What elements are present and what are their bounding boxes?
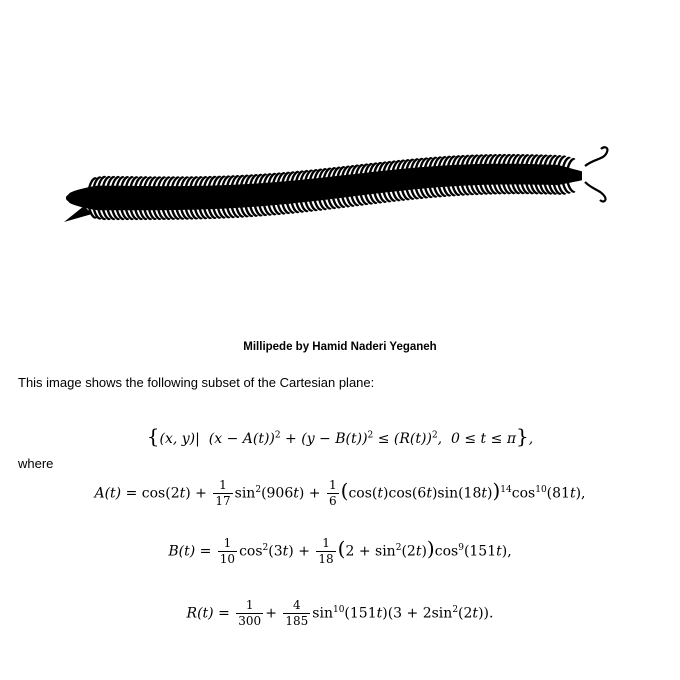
equation-a: A(t) = cos(2t) + $\frac{1}{17}$ $\sin^2(906t)$ + $\frac{1}{6}$ $(\cos(t)\cos(6t)\sin(18t))^{14}\cos^{10}(81t)$,: [94, 478, 586, 508]
intro-text: This image shows the following subset of the Cartesian plane:: [18, 375, 375, 390]
set-definition-equation: {(x, y)| $(x - A(t))^2 + (y - B(t))^2 \le (R(t))^2$, 0 ≤ t ≤ π},: [146, 424, 534, 448]
equation-r: R(t) = $\frac{1}{300}$ + $\frac{4}{185}$ $\sin^{10}(151t)(3 + 2\sin^2(2t))$.: [186, 598, 494, 628]
millipede-antenna-upper: [585, 147, 607, 166]
equation-b: B(t) = $\frac{1}{10}$ $\cos^2(3t)$ + $\frac{1}{18}$ $(2 + \sin^2(2t))\cos^9(151t)$,: [168, 536, 512, 566]
millipede-antenna-lower: [585, 182, 606, 201]
figure-caption: Millipede by Hamid Naderi Yeganeh: [243, 341, 437, 353]
millipede-figure: [0, 0, 680, 300]
where-text: where: [18, 456, 54, 471]
